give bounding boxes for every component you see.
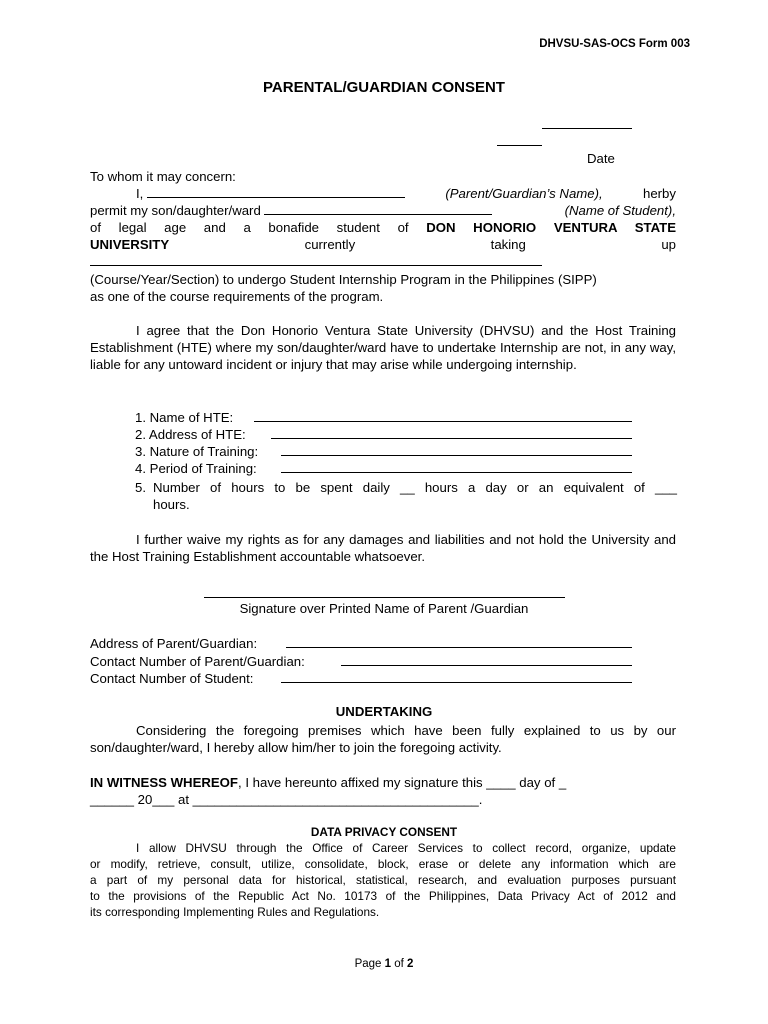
permit-text: permit my son/daughter/ward	[90, 203, 261, 218]
parent-address-label: Address of Parent/Guardian:	[90, 636, 258, 651]
intro-line-3	[90, 219, 676, 236]
list-item-1	[135, 409, 233, 426]
currently-word: currently	[304, 237, 356, 252]
date-label: Date	[587, 151, 615, 166]
date-line-upper	[542, 116, 632, 129]
page-total: 2	[407, 958, 414, 970]
training-period-label: 4. Period of Training:	[135, 461, 257, 476]
list-item-5-text: Number of hours to be spent daily __ hours a day or an equivalent of ___	[153, 480, 677, 495]
hte-address-field[interactable]	[271, 426, 632, 439]
course-field[interactable]	[90, 253, 542, 266]
list-item-3	[135, 443, 258, 460]
student-name-field[interactable]	[264, 202, 492, 215]
course-text-cont: as one of the course requirements of the program.	[90, 289, 384, 304]
privacy-heading: DATA PRIVACY CONSENT	[310, 825, 458, 839]
herby-word: herby	[643, 186, 676, 201]
parent-contact-field[interactable]	[341, 653, 632, 666]
intro-line-1	[90, 185, 676, 202]
university-name-part2: UNIVERSITY	[90, 237, 170, 252]
training-nature-field[interactable]	[281, 443, 632, 456]
witness-text: , I have hereunto affixed my signature this ____ day of _	[238, 775, 567, 790]
witness-line-2: ______ 20___ at _______________________________________.	[90, 792, 483, 807]
witness-line-1	[90, 774, 566, 791]
hte-name-label: 1. Name of HTE:	[135, 410, 234, 425]
hte-name-field[interactable]	[254, 409, 632, 422]
signature-field[interactable]	[204, 585, 565, 598]
privacy-line-1: I allow DHVSU through the Office of Career Services to collect record, organize, update	[136, 841, 676, 855]
student-contact-label: Contact Number of Student:	[90, 671, 254, 686]
legal-age-text: of legal age and a bonafide student of	[90, 220, 409, 235]
training-period-field[interactable]	[281, 460, 632, 473]
list-item-4	[135, 460, 257, 477]
student-contact-field[interactable]	[281, 670, 632, 683]
parent-name-label: (Parent/Guardian’s Name),	[445, 186, 603, 201]
taking-word: taking	[490, 237, 526, 252]
intro-line-4	[90, 236, 676, 253]
undertaking-line-2: son/daughter/ward, I hereby allow him/her to join the foregoing activity.	[90, 740, 502, 755]
student-name-label: (Name of Student),	[564, 203, 676, 218]
parent-address-field[interactable]	[286, 635, 632, 648]
undertaking-heading: UNDERTAKING	[335, 704, 433, 719]
intro-line-2	[90, 202, 676, 219]
page-footer	[0, 958, 768, 970]
page-word: Page	[354, 958, 382, 970]
privacy-line-2: or modify, retrieve, consult, utilize, consolidate, block, erase or delete any information which are	[90, 857, 676, 871]
witness-bold: IN WITNESS WHEREOF	[90, 775, 238, 790]
of-word: of	[394, 958, 404, 970]
i-prefix: I,	[136, 186, 144, 201]
list-item-2	[135, 426, 246, 443]
date-line-lower	[497, 133, 542, 146]
training-nature-label: 3. Nature of Training:	[135, 444, 259, 459]
salutation: To whom it may concern:	[90, 169, 236, 184]
parent-name-field[interactable]	[147, 185, 405, 198]
undertaking-line-1: Considering the foregoing premises which have been fully explained to us by our	[136, 723, 676, 738]
page-number: 1	[384, 958, 392, 970]
signature-label: Signature over Printed Name of Parent /Guardian	[239, 601, 529, 616]
privacy-line-5: its corresponding Implementing Rules and Regulations.	[90, 905, 380, 919]
list-item-5-cont: hours.	[153, 497, 190, 512]
form-code: DHVSU-SAS-OCS Form 003	[539, 38, 690, 50]
privacy-line-4: to the provisions of the Republic Act No. 10173 of the Philippines, Data Privacy Act of 2012 and	[90, 889, 676, 903]
privacy-line-3: a part of my personal data for historical, statistical, research, and evaluation purposes pursuant	[90, 873, 676, 887]
parent-contact-label: Contact Number of Parent/Guardian:	[90, 654, 305, 669]
agreement-paragraph: I agree that the Don Honorio Ventura State University (DHVSU) and the Host Training Establishment (HTE) where my son/daughter/ward have to undertake Internship are not, in any way, liable for any untoward incident or injury that may arise while undergoing internship.	[90, 323, 676, 372]
document-title: PARENTAL/GUARDIAN CONSENT	[263, 79, 505, 96]
course-text: (Course/Year/Section) to undergo Student Internship Program in the Philippines (SIPP)	[90, 272, 597, 287]
waiver-paragraph: I further waive my rights as for any damages and liabilities and not hold the University and the Host Training Establishment accountable whatsoever.	[90, 532, 676, 564]
hte-address-label: 2. Address of HTE:	[135, 427, 246, 442]
university-name-part1: DON HONORIO VENTURA STATE	[426, 220, 676, 235]
up-word: up	[661, 237, 676, 252]
list-item-5-number: 5.	[135, 480, 146, 495]
